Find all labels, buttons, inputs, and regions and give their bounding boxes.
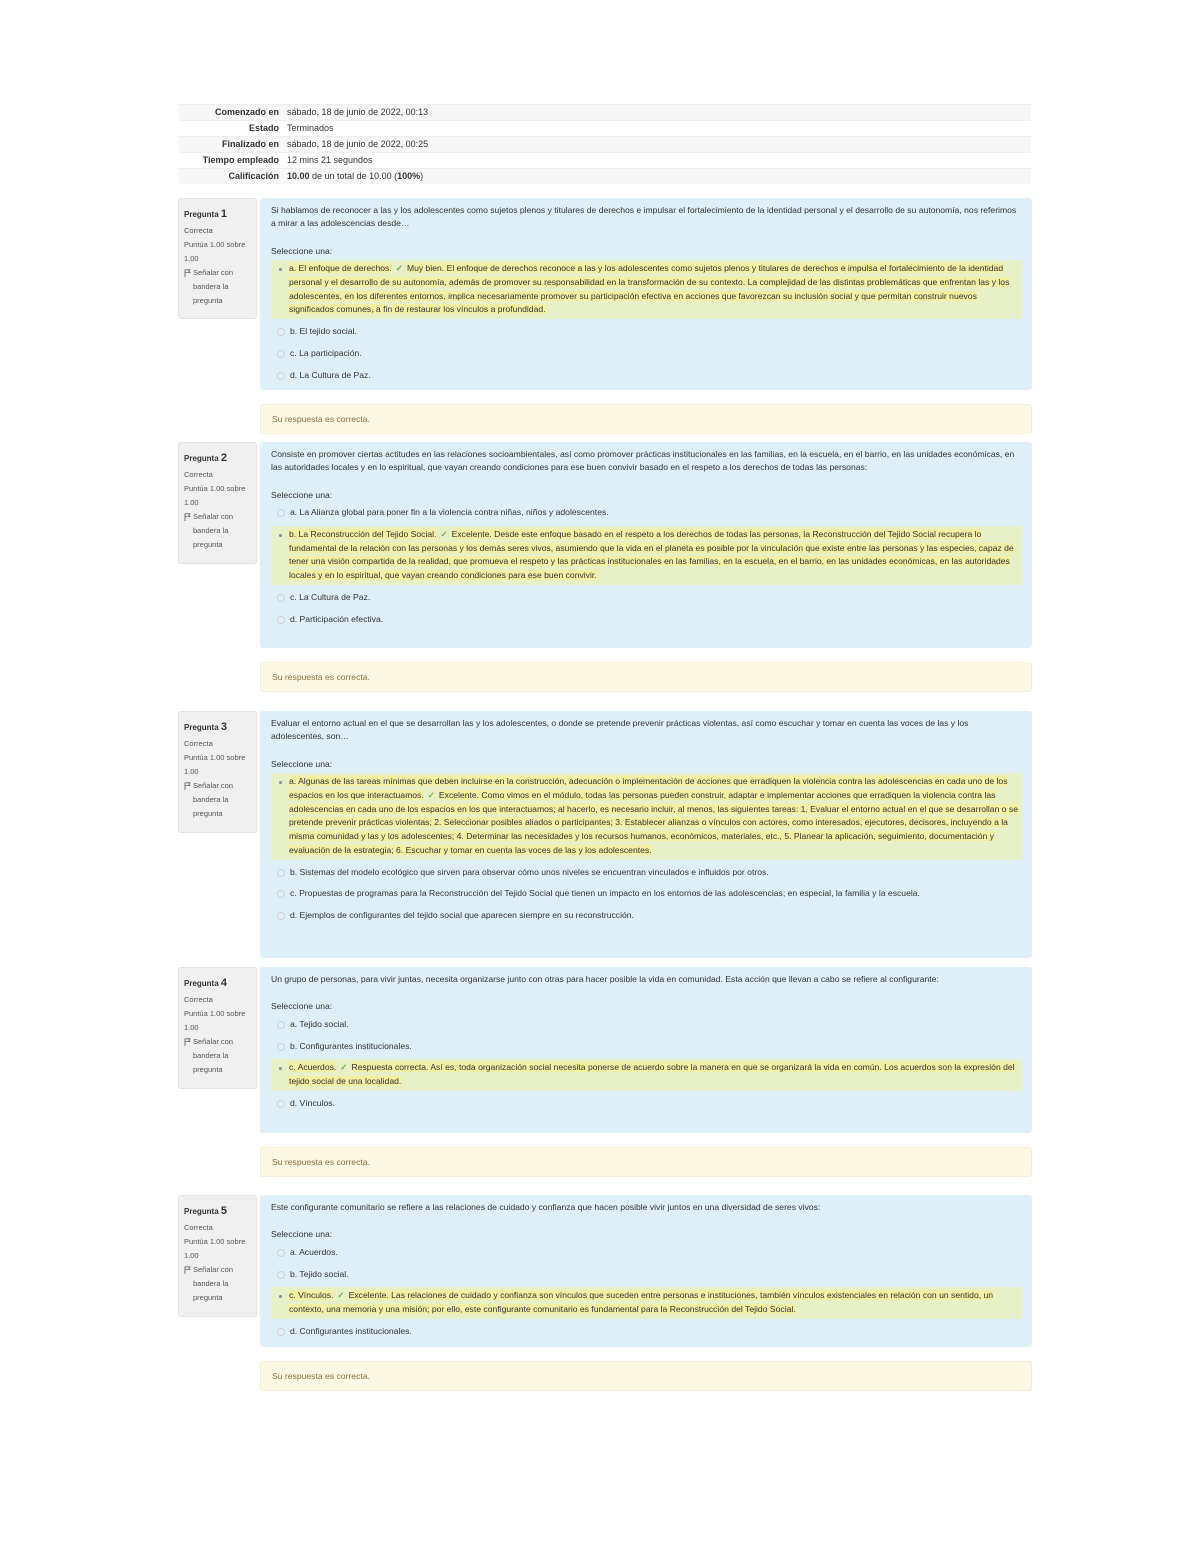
question-info bbox=[178, 1195, 257, 1317]
question-number: Pregunta 2 bbox=[184, 452, 228, 464]
question-number: Pregunta 4 bbox=[184, 977, 228, 989]
summary-row: Estado Terminados bbox=[179, 120, 1031, 136]
radio-icon[interactable] bbox=[277, 616, 285, 624]
option-feedback: Excelente. Como vimos en el módulo, todas las personas pueden construir, adaptar e implementar acciones que erradiquen la violencia contra las adolescencias en cada uno de los espacios en los que interactuamos; al hacerlo, es necesario incluir, al menos, las siguientes tareas: 1. Evaluar el entorno actual en el que se desarrollan o se pretende prevenir prácticas violentas; 2. Seleccionar posibles aliados o participantes; 3. Establecer alianzas o vínculos con actores, como interesados, ejecutores, decisores, incluyendo a la misma comunidad y las y los adolescentes; 4. Determinar las necesidades y los recursos humanos, económicos, materiales, etc., 5. Planear la aplicación, seguimiento, documentación y evaluación de la estrategia; 6. Escuchar y tomar en cuenta las voces de las y los adolescentes. bbox=[289, 789, 1018, 855]
check-icon: ✓ bbox=[337, 1290, 345, 1301]
answer-option[interactable] bbox=[271, 1059, 1022, 1091]
question-score: Puntúa 1.00 sobre 1.00 bbox=[184, 753, 246, 777]
check-icon: ✓ bbox=[395, 263, 403, 274]
radio-icon[interactable] bbox=[279, 781, 282, 784]
question-content bbox=[260, 442, 1032, 648]
option-feedback: Muy bien. El enfoque de derechos reconoce a las y los adolescentes como sujetos plenos y titulares de derechos e impulsa el fortalecimiento de la identidad personal y el desarrollo de su autonomía, además de promover su responsabilidad en la transformación de su contexto. La complejidad de las distintas problemáticas que enfrentan las y los adolescentes, en los diferentes entornos, implica necesariamente promover su participación efectiva en acciones que favorezcan su inclusión social y que permitan construir nuevos significados comunes, a fin de restaurar los vínculos a profundidad. bbox=[289, 263, 1010, 315]
option-label: c. La participación. bbox=[290, 347, 362, 358]
option-label: c. Propuestas de programas para la Reconstrucción del Tejido Social que tienen un impacto en los entornos de las adolescencias; en especial, la familia y la escuela. bbox=[290, 888, 920, 899]
radio-icon[interactable] bbox=[277, 350, 285, 358]
select-prompt: Seleccione una: bbox=[271, 245, 333, 256]
answer-feedback: Su respuesta es correcta. bbox=[260, 1361, 1032, 1391]
radio-icon[interactable] bbox=[277, 509, 285, 517]
question-state: Correcta bbox=[184, 995, 213, 1005]
question-state: Correcta bbox=[184, 226, 213, 236]
flag-question-link[interactable]: Señalar con bandera la pregunta bbox=[184, 510, 252, 552]
select-prompt: Seleccione una: bbox=[271, 1229, 333, 1240]
select-prompt: Seleccione una: bbox=[271, 489, 333, 500]
option-label: d. Vínculos. bbox=[290, 1097, 335, 1108]
answer-feedback: Su respuesta es correcta. bbox=[260, 1147, 1032, 1177]
question-state: Correcta bbox=[184, 470, 213, 480]
option-label: d. Participación efectiva. bbox=[290, 613, 384, 624]
flag-question-link[interactable]: Señalar con bandera la pregunta bbox=[184, 1263, 252, 1305]
grade-value: 10.00 de un total de 10.00 (100%) bbox=[287, 170, 424, 181]
question-content bbox=[260, 711, 1032, 958]
radio-icon[interactable] bbox=[277, 890, 285, 898]
question-info bbox=[178, 198, 257, 319]
option-label: b. Tejido social. bbox=[290, 1268, 349, 1279]
option-label: d. La Cultura de Paz. bbox=[290, 369, 371, 380]
radio-icon[interactable] bbox=[277, 1271, 285, 1279]
question-score: Puntúa 1.00 sobre 1.00 bbox=[184, 1009, 246, 1033]
answer-option[interactable] bbox=[271, 260, 1022, 319]
summary-row: Comenzado en sábado, 18 de junio de 2022, 00:13 bbox=[179, 104, 1031, 120]
answer-option[interactable] bbox=[271, 907, 1022, 925]
flag-icon bbox=[184, 1038, 191, 1046]
question-score: Puntúa 1.00 sobre 1.00 bbox=[184, 484, 246, 508]
radio-icon[interactable] bbox=[277, 1100, 285, 1108]
select-prompt: Seleccione una: bbox=[271, 1001, 333, 1012]
answer-option[interactable] bbox=[271, 1266, 1022, 1284]
flag-question-link[interactable]: Señalar con bandera la pregunta bbox=[184, 1035, 252, 1077]
option-feedback: Respuesta correcta. Así es, toda organización social necesita ponerse de acuerdo sobre la manera en que se organizará la vida en común. Los acuerdos son la expresión del tejido social de una localidad. bbox=[289, 1062, 1015, 1087]
answer-option[interactable] bbox=[271, 1016, 1022, 1034]
answer-option[interactable] bbox=[271, 773, 1022, 860]
option-label: c. Vínculos. bbox=[289, 1290, 334, 1301]
option-label: b. El tejido social. bbox=[290, 326, 357, 337]
question-number: Pregunta 3 bbox=[184, 721, 228, 733]
question-text: Este configurante comunitario se refiere a las relaciones de cuidado y confianza que hacen posible vivir juntos en una diversidad de seres vivos: bbox=[271, 1202, 821, 1212]
radio-icon[interactable] bbox=[279, 1067, 282, 1070]
radio-icon[interactable] bbox=[277, 1249, 285, 1257]
question-info bbox=[178, 967, 257, 1089]
option-label: c. La Cultura de Paz. bbox=[290, 591, 371, 602]
radio-icon[interactable] bbox=[277, 328, 285, 336]
radio-icon[interactable] bbox=[277, 1328, 285, 1336]
radio-icon[interactable] bbox=[277, 1043, 285, 1051]
answer-option[interactable] bbox=[271, 1287, 1022, 1319]
radio-icon[interactable] bbox=[277, 594, 285, 602]
option-label: b. La Reconstrucción del Tejido Social. bbox=[289, 528, 437, 539]
flag-icon bbox=[184, 513, 191, 521]
answer-option[interactable] bbox=[271, 1244, 1022, 1262]
question-info bbox=[178, 711, 257, 833]
option-label: b. Configurantes institucionales. bbox=[290, 1040, 412, 1051]
answer-option[interactable] bbox=[271, 323, 1022, 341]
summary-row: Tiempo empleado 12 mins 21 segundos bbox=[179, 152, 1031, 168]
question-content bbox=[260, 198, 1032, 390]
radio-icon[interactable] bbox=[279, 1295, 282, 1298]
question-content bbox=[260, 967, 1032, 1133]
question-info bbox=[178, 442, 257, 564]
answer-option[interactable] bbox=[271, 864, 1022, 882]
summary-row: Finalizado en sábado, 18 de junio de 2022, 00:25 bbox=[179, 136, 1031, 152]
summary-row: Calificación 10.00 de un total de 10.00 (100%) bbox=[179, 168, 1031, 184]
check-icon: ✓ bbox=[340, 1062, 348, 1073]
question-number: Pregunta 5 bbox=[184, 1205, 228, 1217]
question-state: Correcta bbox=[184, 1223, 213, 1233]
flag-icon bbox=[184, 782, 191, 790]
option-feedback: Excelente. Las relaciones de cuidado y confianza son vínculos que suceden entre personas e instituciones, también vínculos existenciales en relación con un sentido, un contexto, una memoria y una misión; por ello, este configurante comunitario es fundamental para la Reconstrucción del Tejido Social. bbox=[289, 1290, 994, 1315]
answer-option[interactable] bbox=[271, 367, 1022, 385]
option-label: a. El enfoque de derechos. bbox=[289, 263, 392, 274]
question-text: Un grupo de personas, para vivir juntas, necesita organizarse junto con otras para hacer posible la vida en comunidad. Esta acción que llevan a cabo se refiere al configurante: bbox=[271, 974, 939, 984]
answer-option[interactable] bbox=[271, 1038, 1022, 1056]
option-label: a. Tejido social. bbox=[290, 1018, 349, 1029]
answer-option[interactable] bbox=[271, 1095, 1022, 1113]
check-icon: ✓ bbox=[440, 528, 448, 539]
select-prompt: Seleccione una: bbox=[271, 758, 333, 769]
flag-question-link[interactable]: Señalar con bandera la pregunta bbox=[184, 266, 252, 308]
flag-question-link[interactable]: Señalar con bandera la pregunta bbox=[184, 779, 252, 821]
answer-option[interactable] bbox=[271, 1323, 1022, 1341]
radio-icon[interactable] bbox=[277, 372, 285, 380]
answer-feedback: Su respuesta es correcta. bbox=[260, 404, 1032, 434]
answer-option[interactable] bbox=[271, 885, 1022, 903]
question-number: Pregunta 1 bbox=[184, 208, 228, 220]
flag-icon bbox=[184, 1266, 191, 1274]
option-label: d. Ejemplos de configurantes del tejido social que aparecen siempre en su reconstrucción. bbox=[290, 910, 634, 921]
radio-icon[interactable] bbox=[277, 1021, 285, 1029]
answer-feedback: Su respuesta es correcta. bbox=[260, 662, 1032, 692]
answer-option[interactable] bbox=[271, 504, 1022, 522]
question-score: Puntúa 1.00 sobre 1.00 bbox=[184, 240, 246, 264]
question-text: Evaluar el entorno actual en el que se desarrollan las y los adolescentes, o donde se pretende prevenir prácticas violentas, así como escuchar y tomar en cuenta las voces de las y los adolescentes, son… bbox=[271, 718, 969, 742]
radio-icon[interactable] bbox=[279, 268, 282, 271]
question-text: Consiste en promover ciertas actitudes en las relaciones socioambientales, así como promover prácticas institucionales en las familias, en la escuela, en el barrio, en las unidades económicas, en las autoridades locales y en lo espiritual, que vayan creando condiciones para ese buen convivir basado en el respeto a los derechos de todas las personas: bbox=[271, 449, 1015, 473]
flag-icon bbox=[184, 269, 191, 277]
option-label: a. Algunas de las tareas mínimas que deben incluirse en la construcción, adecuación o implementación de acciones que erradiquen la violencia contra las adolescencias en cada uno de los espacios en los que interactuamos. bbox=[289, 776, 1008, 800]
answer-option[interactable] bbox=[271, 589, 1022, 607]
question-state: Correcta bbox=[184, 739, 213, 749]
question-score: Puntúa 1.00 sobre 1.00 bbox=[184, 1237, 246, 1261]
radio-icon[interactable] bbox=[279, 534, 282, 537]
radio-icon[interactable] bbox=[277, 912, 285, 920]
question-content bbox=[260, 1195, 1032, 1347]
answer-option[interactable] bbox=[271, 611, 1022, 629]
answer-option[interactable] bbox=[271, 526, 1022, 585]
question-text: Si hablamos de reconocer a las y los adolescentes como sujetos plenos y titulares de derechos e impulsar el fortalecimiento de la identidad personal y el desarrollo de su autonomía, nos referimos a mirar a las adolescencias desde… bbox=[271, 205, 1017, 229]
attempt-summary bbox=[179, 104, 1031, 184]
option-label: a. La Alianza global para poner fin a la violencia contra niñas, niños y adolescentes. bbox=[290, 507, 609, 518]
answer-option[interactable] bbox=[271, 345, 1022, 363]
option-label: b. Sistemas del modelo ecológico que sirven para observar cómo unos niveles se encuentran vinculados e influidos por otros. bbox=[290, 866, 769, 877]
option-label: d. Configurantes institucionales. bbox=[290, 1325, 412, 1336]
option-label: a. Acuerdos. bbox=[290, 1246, 338, 1257]
radio-icon[interactable] bbox=[277, 869, 285, 877]
option-label: c. Acuerdos. bbox=[289, 1062, 337, 1073]
check-icon: ✓ bbox=[427, 789, 435, 800]
option-feedback: Excelente. Desde este enfoque basado en el respeto a los derechos de todas las personas, la Reconstrucción del Tejido Social recupera lo fundamental de la relación con las personas y los demás seres vivos, asumiendo que la vida en el planeta es posible por la vinculación que existe entre las personas y las especies, capaz de tener una visión compartida de la realidad, que promueva el respeto y las prácticas institucionales en las familias, en la escuela, en el barrio, en las unidades económicas, en las autoridades locales y en lo espiritual, que vayan creando condiciones para ese buen convivir. bbox=[289, 528, 1014, 581]
